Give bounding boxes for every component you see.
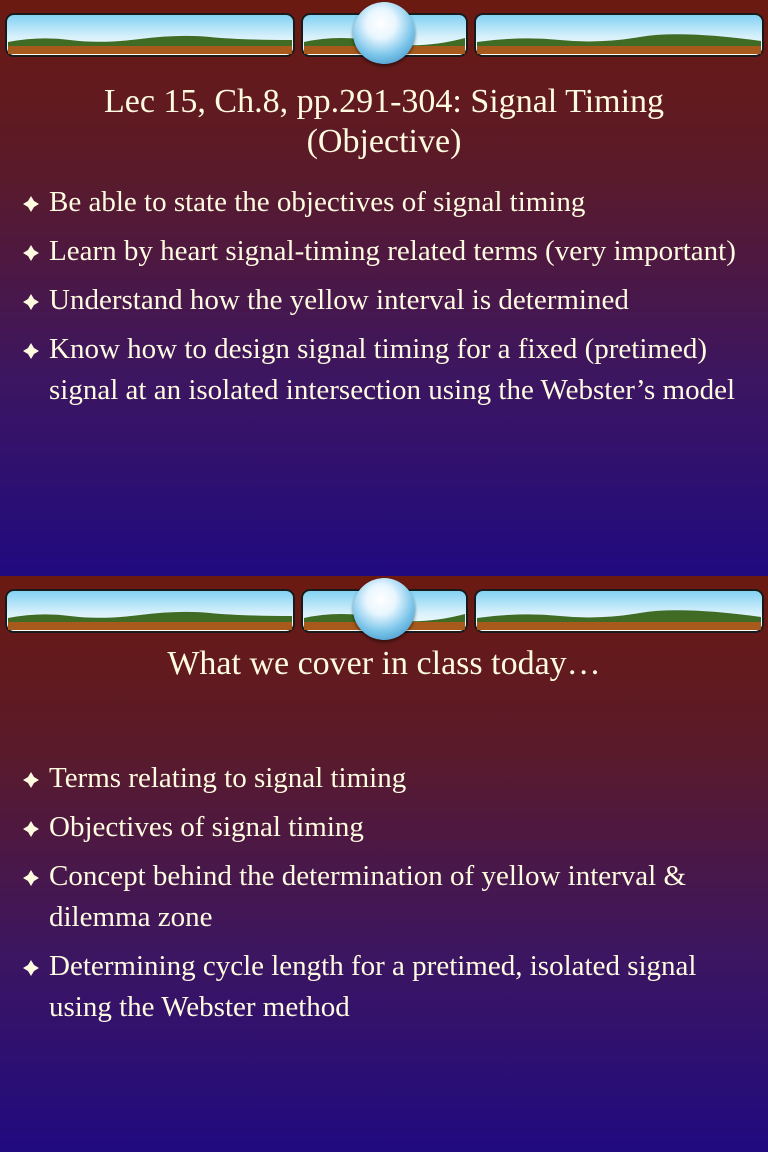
list-item bbox=[22, 231, 752, 272]
diamond-bullet-icon bbox=[22, 869, 40, 887]
landscape-banner bbox=[0, 588, 768, 636]
list-item bbox=[22, 946, 752, 1028]
diamond-bullet-icon bbox=[22, 771, 40, 789]
bullet-text: Determining cycle length for a pretimed, isolated signal using the Webster method bbox=[49, 950, 697, 1023]
diamond-bullet-icon bbox=[22, 342, 40, 360]
topic-list bbox=[22, 758, 752, 1028]
list-item bbox=[22, 856, 752, 938]
diamond-bullet-icon bbox=[22, 244, 40, 262]
bullet-text: Terms relating to signal timing bbox=[49, 762, 407, 794]
globe-icon bbox=[353, 2, 415, 64]
diamond-bullet-icon bbox=[22, 195, 40, 213]
slide-title-line-1: Lec 15, Ch.8, pp.291-304: Signal Timing bbox=[103, 83, 665, 120]
bullet-text: Concept behind the determination of yellow interval & dilemma zone bbox=[49, 860, 687, 933]
slide-today bbox=[0, 576, 768, 1152]
list-item bbox=[22, 329, 752, 411]
slide-title: What we cover in class today… bbox=[167, 645, 601, 682]
globe-icon bbox=[353, 578, 415, 640]
slide-title-line-2: (Objective) bbox=[306, 123, 462, 160]
bullet-text: Understand how the yellow interval is determined bbox=[49, 284, 629, 316]
bullet-text: Be able to state the objectives of signal timing bbox=[49, 186, 586, 218]
bullet-text: Learn by heart signal-timing related terms (very important) bbox=[49, 235, 736, 267]
slide-title bbox=[0, 82, 768, 162]
objective-list bbox=[22, 182, 752, 411]
list-item bbox=[22, 280, 752, 321]
diamond-bullet-icon bbox=[22, 959, 40, 977]
list-item bbox=[22, 807, 752, 848]
bullet-text: Objectives of signal timing bbox=[49, 811, 364, 843]
list-item bbox=[22, 758, 752, 799]
landscape-banner bbox=[0, 12, 768, 60]
list-item bbox=[22, 182, 752, 223]
diamond-bullet-icon bbox=[22, 820, 40, 838]
diamond-bullet-icon bbox=[22, 293, 40, 311]
bullet-text: Know how to design signal timing for a fixed (pretimed) signal at an isolated intersection using the Webster’s model bbox=[49, 333, 736, 406]
